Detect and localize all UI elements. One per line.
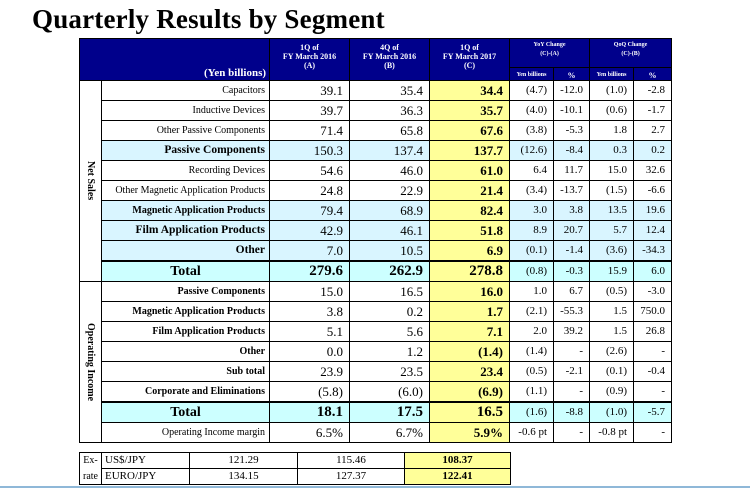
value-b: 1.2	[350, 342, 430, 362]
value-c: 82.4	[430, 201, 510, 221]
value-a: 5.1	[270, 322, 350, 342]
yoy-value: 2.0	[510, 322, 554, 342]
qoq-value: -0.8 pt	[590, 423, 634, 443]
row-label: Sub total	[102, 362, 270, 382]
value-b: 46.1	[350, 221, 430, 241]
fx-label-bottom: rate	[80, 469, 102, 485]
value-a: 6.5%	[270, 423, 350, 443]
fx-c: 122.41	[405, 469, 511, 485]
yoy-value: 1.0	[510, 282, 554, 302]
table-row	[80, 121, 672, 141]
yoy-value: (1.1)	[510, 382, 554, 403]
yoy-pct: -8.4	[554, 141, 590, 161]
fx-row-usd	[80, 453, 511, 469]
value-b: 0.2	[350, 302, 430, 322]
row-label: Magnetic Application Products	[102, 201, 270, 221]
yoy-pct: -8.8	[554, 402, 590, 423]
value-c: 61.0	[430, 161, 510, 181]
table-row	[80, 282, 672, 302]
value-c: 23.4	[430, 362, 510, 382]
qoq-pct: 12.4	[634, 221, 672, 241]
value-a: 24.8	[270, 181, 350, 201]
table-row	[80, 261, 672, 282]
table-row	[80, 221, 672, 241]
yoy-pct: -12.0	[554, 81, 590, 101]
qoq-pct: 26.8	[634, 322, 672, 342]
value-a: 18.1	[270, 402, 350, 423]
value-a: (5.8)	[270, 382, 350, 403]
value-c: 34.4	[430, 81, 510, 101]
row-label: Passive Components	[102, 282, 270, 302]
qoq-value: 15.0	[590, 161, 634, 181]
row-label: Total	[102, 261, 270, 282]
yoy-pct: 39.2	[554, 322, 590, 342]
value-c: (6.9)	[430, 382, 510, 403]
yoy-value: (3.8)	[510, 121, 554, 141]
value-a: 79.4	[270, 201, 350, 221]
row-label: Other Passive Components	[102, 121, 270, 141]
value-a: 39.1	[270, 81, 350, 101]
table-row	[80, 322, 672, 342]
yoy-value: 6.4	[510, 161, 554, 181]
value-a: 15.0	[270, 282, 350, 302]
qoq-pct: 19.6	[634, 201, 672, 221]
value-a: 7.0	[270, 241, 350, 262]
qoq-pct: -2.8	[634, 81, 672, 101]
value-b: (6.0)	[350, 382, 430, 403]
yoy-value: -0.6 pt	[510, 423, 554, 443]
table-row	[80, 181, 672, 201]
qoq-pct: -1.7	[634, 101, 672, 121]
table-row	[80, 101, 672, 121]
qoq-pct: 2.7	[634, 121, 672, 141]
qoq-value: (1.0)	[590, 81, 634, 101]
yoy-yen-header: Yen billions	[510, 68, 554, 81]
value-b: 262.9	[350, 261, 430, 282]
yoy-pct: -13.7	[554, 181, 590, 201]
value-c: 137.7	[430, 141, 510, 161]
table-row	[80, 382, 672, 403]
value-b: 6.7%	[350, 423, 430, 443]
qoq-value: (0.1)	[590, 362, 634, 382]
row-label: Film Application Products	[102, 221, 270, 241]
yoy-value: 3.0	[510, 201, 554, 221]
table-row	[80, 402, 672, 423]
value-a: 54.6	[270, 161, 350, 181]
value-b: 65.8	[350, 121, 430, 141]
qoq-pct: -3.0	[634, 282, 672, 302]
value-c: 35.7	[430, 101, 510, 121]
value-b: 46.0	[350, 161, 430, 181]
qoq-pct: 750.0	[634, 302, 672, 322]
row-label: Other Magnetic Application Products	[102, 181, 270, 201]
value-a: 71.4	[270, 121, 350, 141]
value-b: 137.4	[350, 141, 430, 161]
qoq-yen-header: Yen billions	[590, 68, 634, 81]
row-label: Capacitors	[102, 81, 270, 101]
yoy-value: (0.5)	[510, 362, 554, 382]
qoq-pct: -0.4	[634, 362, 672, 382]
yoy-value: (3.4)	[510, 181, 554, 201]
fx-a: 134.15	[190, 469, 298, 485]
yoy-pct: -55.3	[554, 302, 590, 322]
yoy-value: (12.6)	[510, 141, 554, 161]
margin-row	[80, 423, 672, 443]
yoy-pct: 20.7	[554, 221, 590, 241]
table-row	[80, 362, 672, 382]
yoy-pct: 3.8	[554, 201, 590, 221]
yoy-value: (4.7)	[510, 81, 554, 101]
section-label: Operating Income	[80, 282, 102, 443]
value-c: 67.6	[430, 121, 510, 141]
fx-a: 121.29	[190, 453, 298, 469]
value-b: 36.3	[350, 101, 430, 121]
value-a: 3.8	[270, 302, 350, 322]
yoy-pct: -10.1	[554, 101, 590, 121]
qoq-pct: -5.7	[634, 402, 672, 423]
qoq-value: (1.5)	[590, 181, 634, 201]
qoq-pct: -6.6	[634, 181, 672, 201]
table-row	[80, 302, 672, 322]
value-b: 22.9	[350, 181, 430, 201]
qoq-pct: 32.6	[634, 161, 672, 181]
qoq-value: (3.6)	[590, 241, 634, 262]
fx-b: 127.37	[298, 469, 405, 485]
qoq-header: QoQ Change (C)-(B)	[590, 39, 672, 68]
section-label: Net Sales	[80, 81, 102, 282]
value-b: 23.5	[350, 362, 430, 382]
qoq-value: (0.9)	[590, 382, 634, 403]
yoy-pct: -0.3	[554, 261, 590, 282]
value-a: 39.7	[270, 101, 350, 121]
qoq-value: (2.6)	[590, 342, 634, 362]
col-a-header: 1Q of FY March 2016 (A)	[270, 39, 350, 81]
yoy-pct: -	[554, 382, 590, 403]
qoq-value: 1.8	[590, 121, 634, 141]
col-b-header: 4Q of FY March 2016 (B)	[350, 39, 430, 81]
yoy-header: YoY Change (C)-(A)	[510, 39, 590, 68]
yoy-value: (4.0)	[510, 101, 554, 121]
yoy-pct: -	[554, 423, 590, 443]
table-row	[80, 201, 672, 221]
qoq-pct: -34.3	[634, 241, 672, 262]
yoy-value: (0.8)	[510, 261, 554, 282]
fx-pair: US$/JPY	[102, 453, 190, 469]
row-label: Passive Components	[102, 141, 270, 161]
yoy-value: (1.4)	[510, 342, 554, 362]
value-b: 17.5	[350, 402, 430, 423]
value-a: 42.9	[270, 221, 350, 241]
qoq-value: 1.5	[590, 322, 634, 342]
qoq-pct: -	[634, 342, 672, 362]
footer-rule	[0, 486, 750, 488]
results-table	[79, 38, 672, 443]
qoq-value: 15.9	[590, 261, 634, 282]
value-a: 279.6	[270, 261, 350, 282]
qoq-value: 0.3	[590, 141, 634, 161]
table-row	[80, 141, 672, 161]
row-label: Other	[102, 342, 270, 362]
qoq-pct: -	[634, 382, 672, 403]
page-title: Quarterly Results by Segment	[32, 4, 385, 34]
value-b: 10.5	[350, 241, 430, 262]
value-b: 68.9	[350, 201, 430, 221]
yoy-pct: -5.3	[554, 121, 590, 141]
table-row	[80, 81, 672, 101]
fx-b: 115.46	[298, 453, 405, 469]
qoq-pct: 0.2	[634, 141, 672, 161]
value-a: 150.3	[270, 141, 350, 161]
value-c: 6.9	[430, 241, 510, 262]
value-c: (1.4)	[430, 342, 510, 362]
value-c: 278.8	[430, 261, 510, 282]
unit-header: (Yen billions)	[80, 39, 270, 81]
row-label: Total	[102, 402, 270, 423]
yoy-pct: -1.4	[554, 241, 590, 262]
yoy-pct: -2.1	[554, 362, 590, 382]
col-c-header: 1Q of FY March 2017 (C)	[430, 39, 510, 81]
qoq-value: 13.5	[590, 201, 634, 221]
value-c: 16.0	[430, 282, 510, 302]
fx-c: 108.37	[405, 453, 511, 469]
yoy-value: (2.1)	[510, 302, 554, 322]
value-c: 51.8	[430, 221, 510, 241]
value-c: 1.7	[430, 302, 510, 322]
qoq-value: 1.5	[590, 302, 634, 322]
row-label: Magnetic Application Products	[102, 302, 270, 322]
row-label: Other	[102, 241, 270, 262]
qoq-pct-header: %	[634, 68, 672, 81]
yoy-pct-header: %	[554, 68, 590, 81]
row-label: Recording Devices	[102, 161, 270, 181]
yoy-value: 8.9	[510, 221, 554, 241]
value-a: 23.9	[270, 362, 350, 382]
qoq-value: (0.5)	[590, 282, 634, 302]
value-b: 16.5	[350, 282, 430, 302]
table-row	[80, 161, 672, 181]
value-c: 21.4	[430, 181, 510, 201]
row-label: Corporate and Eliminations	[102, 382, 270, 403]
yoy-pct: 6.7	[554, 282, 590, 302]
value-c: 7.1	[430, 322, 510, 342]
yoy-value: (1.6)	[510, 402, 554, 423]
value-c: 16.5	[430, 402, 510, 423]
exchange-rate-table	[79, 452, 511, 485]
fx-label-top: Ex-	[80, 453, 102, 469]
qoq-value: (0.6)	[590, 101, 634, 121]
qoq-value: 5.7	[590, 221, 634, 241]
fx-row-euro	[80, 469, 511, 485]
row-label: Operating Income margin	[102, 423, 270, 443]
qoq-pct: 6.0	[634, 261, 672, 282]
fx-pair: EURO/JPY	[102, 469, 190, 485]
value-a: 0.0	[270, 342, 350, 362]
value-c: 5.9%	[430, 423, 510, 443]
qoq-pct: -	[634, 423, 672, 443]
qoq-value: (1.0)	[590, 402, 634, 423]
yoy-pct: 11.7	[554, 161, 590, 181]
value-b: 5.6	[350, 322, 430, 342]
table-row	[80, 241, 672, 262]
table-row	[80, 342, 672, 362]
yoy-pct: -	[554, 342, 590, 362]
row-label: Inductive Devices	[102, 101, 270, 121]
header-row	[80, 39, 672, 68]
row-label: Film Application Products	[102, 322, 270, 342]
value-b: 35.4	[350, 81, 430, 101]
yoy-value: (0.1)	[510, 241, 554, 262]
